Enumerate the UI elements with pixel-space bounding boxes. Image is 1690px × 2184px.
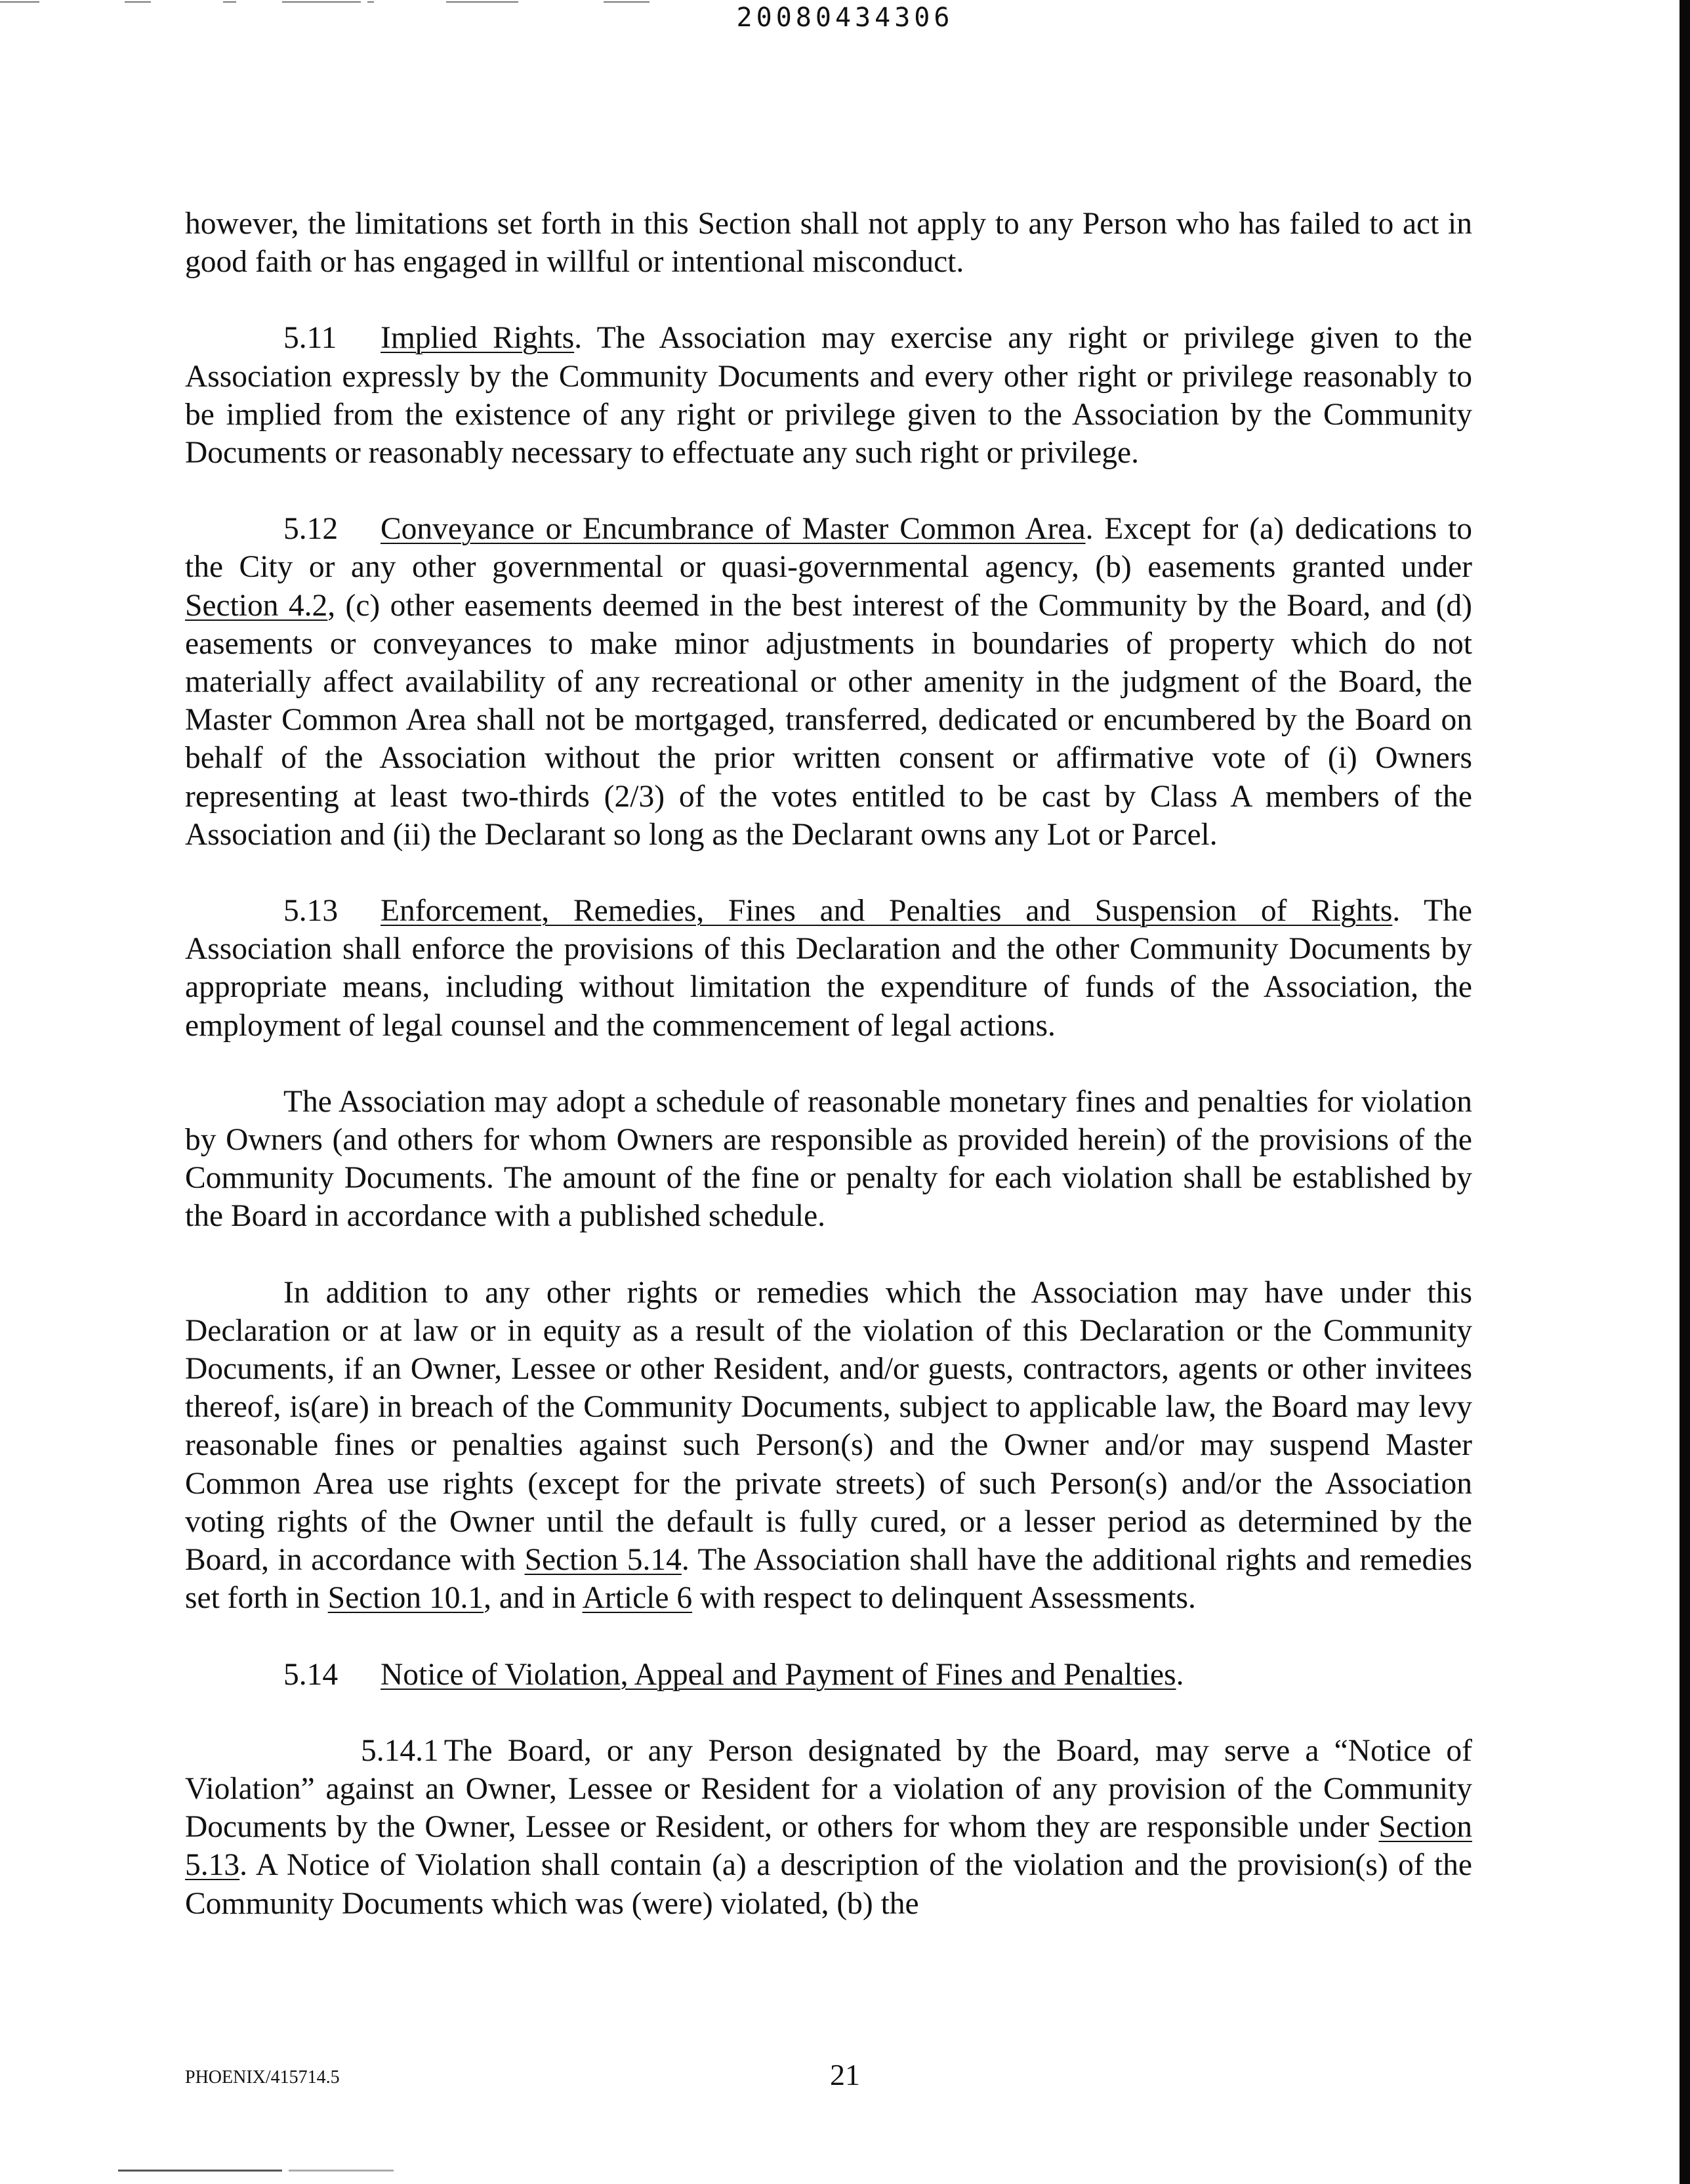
paragraph-text: , (c) other easements deemed in the best interest of the Community by the Board, and (d) easements or conveyances to make minor adjustments in boundaries of property which do not materially affect availability of any recreational or other amenity in the judgment of the Board, the Master Common Area shall not be mortgaged, transferred, dedicated or encumbered by the Board on behalf of the Association without the prior written consent or affirmative vote of (i) Owners representing at least two-thirds (2/3) of the votes entitled to be cast by Class A members of the Association and (ii) the Declarant so long as the Declarant owns any Lot or Parcel. — [185, 588, 1472, 852]
section-reference-link: Section 10.1 — [327, 1581, 484, 1616]
paragraph-text: The Association may adopt a schedule of reasonable monetary fines and penalties for violation by Owners (and others for whom Owners are responsible as provided herein) of the provisions of the Community Documents. The amount of the fine or penalty for each violation shall be established by the Board in accordance with a published schedule. — [185, 1084, 1472, 1234]
paragraph-text: . — [1176, 1657, 1184, 1692]
paragraph-text: however, the limitations set forth in this Section shall not apply to any Person who has failed to act in good faith or has engaged in willful or intentional misconduct. — [185, 207, 1472, 280]
section-number: 5.14 — [283, 1657, 339, 1692]
section-heading: Conveyance or Encumbrance of Master Common Area — [381, 512, 1086, 547]
paragraph-text: . The Association shall have the additional rights and remedies set forth in — [185, 1543, 1473, 1616]
paragraph-text: with respect to delinquent Assessments. — [692, 1581, 1196, 1616]
paragraph-text: , and in — [484, 1581, 583, 1616]
section-number: 5.12 — [283, 512, 339, 547]
paragraph-text: The Board, or any Person designated by the Board, may serve a “Notice of Violation” against an Owner, Lessee or Resident for a violation of any provision of the Community Documents by the Owner, Lessee or Resident, or others for whom they are responsible under — [185, 1733, 1472, 1845]
article-reference-link: Article 6 — [582, 1581, 693, 1616]
section-5-13 — [185, 892, 1472, 1045]
paragraph-fines-schedule — [185, 1083, 1472, 1236]
section-reference-link: Section 5.14 — [524, 1543, 682, 1578]
scan-edge-border — [1680, 0, 1690, 2184]
section-5-14 — [185, 1656, 1472, 1694]
paragraph-text: . The Association may exercise any right or privilege given to the Association expressly by the Community Documents and every other right or privilege reasonably to be implied from the existence of any right or privilege given to the Association by the Community Documents or reasonably necessary to effectuate any such right or privilege. — [185, 321, 1472, 471]
document-number: 20080434306 — [736, 3, 954, 33]
section-5-12 — [185, 510, 1472, 854]
section-heading: Enforcement, Remedies, Fines and Penalties and Suspension of Rights — [381, 894, 1393, 929]
document-body — [185, 205, 1472, 1961]
paragraph-text: . The Association shall enforce the provisions of this Declaration and the other Community Documents by appropriate means, including without limitation the expenditure of funds of the Association, the employment of legal counsel and the commencement of legal actions. — [185, 894, 1472, 1043]
section-number: 5.13 — [283, 894, 339, 929]
section-heading: Notice of Violation, Appeal and Payment of Fines and Penalties — [381, 1657, 1176, 1692]
paragraph-additional-remedies — [185, 1274, 1472, 1618]
subsection-number: 5.14.1 — [361, 1733, 439, 1768]
scan-artifact-bottom — [118, 2170, 420, 2174]
paragraph-text: . Except for (a) dedications to the City or any other governmental or quasi-governmental agency, (b) easements granted under — [185, 512, 1472, 585]
section-heading: Implied Rights — [381, 321, 575, 356]
section-number: 5.11 — [283, 321, 337, 356]
paragraph-text: In addition to any other rights or remedies which the Association may have under this Declaration or at law or in equity as a result of the violation of this Declaration or the Community Documents, if an Owner, Lessee or other Resident, and/or guests, contractors, agents or other invitees thereof, is(are) in breach of the Community Documents, subject to applicable law, the Board may levy reasonable fines or penalties against such Person(s) and the Owner and/or may suspend Master Common Area use rights (except for the private streets) of such Person(s) and/or the Association voting rights of the Owner until the default is fully cured, or a lesser period as determined by the Board, in accordance with — [185, 1275, 1472, 1578]
section-reference-link: Section 5.13 — [185, 1810, 1472, 1883]
section-5-11 — [185, 319, 1472, 472]
paragraph-continuation — [185, 205, 1472, 281]
subsection-5-14-1 — [185, 1732, 1472, 1923]
section-reference-link: Section 4.2 — [185, 588, 328, 623]
paragraph-text: . A Notice of Violation shall contain (a) a description of the violation and the provision(s) of the Community Documents which was (were) violated, (b) the — [185, 1848, 1472, 1921]
page-number: 21 — [830, 2058, 860, 2091]
footer-document-id: PHOENIX/415714.5 — [185, 2067, 340, 2088]
